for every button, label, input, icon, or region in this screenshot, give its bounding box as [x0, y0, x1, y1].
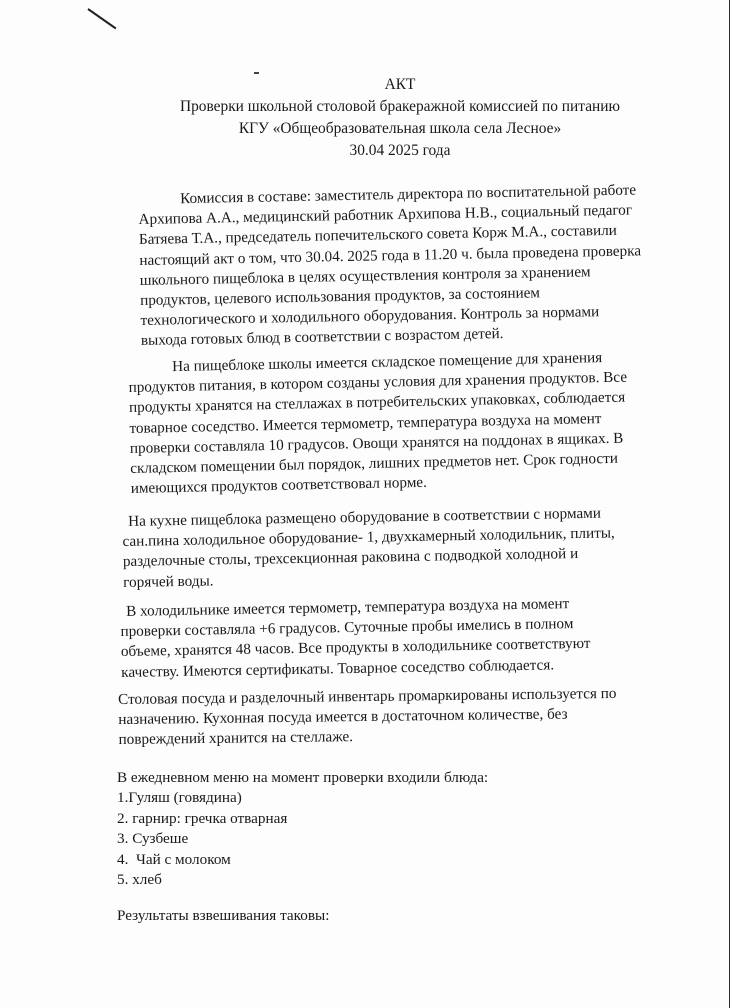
paragraph-line: разделочные столы, трехсекционная раковина с подводкой холодной и — [122, 545, 579, 571]
menu-intro: В ежедневном меню на момент проверки входили блюда: — [117, 769, 489, 786]
paragraph-storage — [128, 348, 629, 500]
paragraph-line: На кухне пищеблока размещено оборудование в соответствии с нормами — [128, 504, 602, 530]
paragraph-line: проверки составляла 10 градусов. Овощи хранятся на поддонах в ящиках. В — [129, 429, 624, 457]
paragraph-line: школьного пищеблока в целях осуществления контроля за хранением — [139, 263, 591, 289]
menu-list — [117, 768, 488, 890]
paragraph-line: На пищеблоке школы имеется складское помещение для хранения — [172, 349, 603, 376]
weighing-results: Результаты взвешивания таковы: — [117, 907, 330, 924]
paragraph-commission — [138, 180, 643, 351]
paragraph-line: выхода готовых блюд в соответствии с возрастом детей. — [140, 325, 504, 350]
document-title: АКТ — [384, 76, 416, 93]
paragraph-line: В холодильнике имеется термометр, температура воздуха на момент — [126, 595, 570, 620]
paragraph-line: технологического и холодильного оборудования. Контроль за нормами — [140, 303, 600, 330]
paragraph-line: повреждений хранится на стеллаже. — [118, 728, 354, 749]
menu-item: 2. гарнир: гречка отварная — [117, 809, 288, 827]
document-date: 30.04 2025 года — [349, 142, 451, 159]
paragraph-line: продукты хранятся на стеллажах в потребительских упаковках, соблюдается — [128, 389, 626, 417]
document-subtitle: Проверки школьной столовой бракеражной комиссией по питанию — [180, 98, 620, 115]
paragraph-line: качеству. Имеются сертификаты. Товарное соседство соблюдается. — [121, 656, 555, 681]
menu-item: 3. Сузбеше — [117, 830, 189, 848]
paragraph-line: Батяева Т.А., председатель попечительского совета Корж М.А., составили — [138, 222, 618, 249]
menu-item: 4. Чай с молоком — [117, 850, 231, 868]
menu-item: 1.Гуляш (говядина) — [117, 789, 242, 807]
paragraph-line: горячей воды. — [123, 572, 214, 591]
paragraph-line: проверки составляла +6 градусов. Суточные пробы имелись в полном — [120, 615, 574, 641]
paragraph-tableware — [118, 684, 617, 751]
paragraph-line: назначению. Кухонная посуда имеется в достаточном количестве, без — [118, 705, 568, 729]
school-name: КГУ «Общеобразовательная школа села Лесное» — [238, 120, 562, 137]
document-header — [110, 74, 690, 162]
paragraph-line: сан.пина холодильное оборудование- 1, двухкамерный холодильник, плиты, — [122, 524, 615, 551]
paragraph-line: складском помещении был порядок, лишних предметов нет. Срок годности — [130, 449, 619, 477]
scan-mark — [87, 8, 116, 29]
menu-item: 5. хлеб — [117, 871, 162, 889]
paragraph-line: имеющихся продуктов соответствовал норме. — [130, 473, 428, 498]
paragraph-refrigerator — [120, 594, 591, 683]
paragraph-line: объеме, хранятся 48 часов. Все продукты в холодильнике соответствуют — [120, 635, 591, 661]
paragraph-line: продуктов питания, в котором созданы условия для хранения продуктов. Все — [128, 368, 628, 397]
paragraph-line: продуктов, целевого использования продуктов, за состоянием — [139, 284, 541, 309]
paragraph-kitchen — [122, 503, 616, 592]
page-edge-line — [729, 0, 730, 1008]
paragraph-line: Комиссия в составе: заместитель директора по воспитательной работе — [180, 181, 637, 208]
paragraph-line: Столовая посуда и разделочный инвентарь промаркированы используется по — [118, 684, 617, 708]
paragraph-line: настоящий акт о том, что 30.04. 2025 года в 11.20 ч. была проведена проверка — [139, 241, 642, 269]
paragraph-line: Архипова А.А., медицинский работник Архипова Н.В., социальный педагог — [138, 201, 633, 229]
paragraph-line: товарное соседство. Имеется термометр, температура воздуха на момент — [129, 409, 602, 437]
